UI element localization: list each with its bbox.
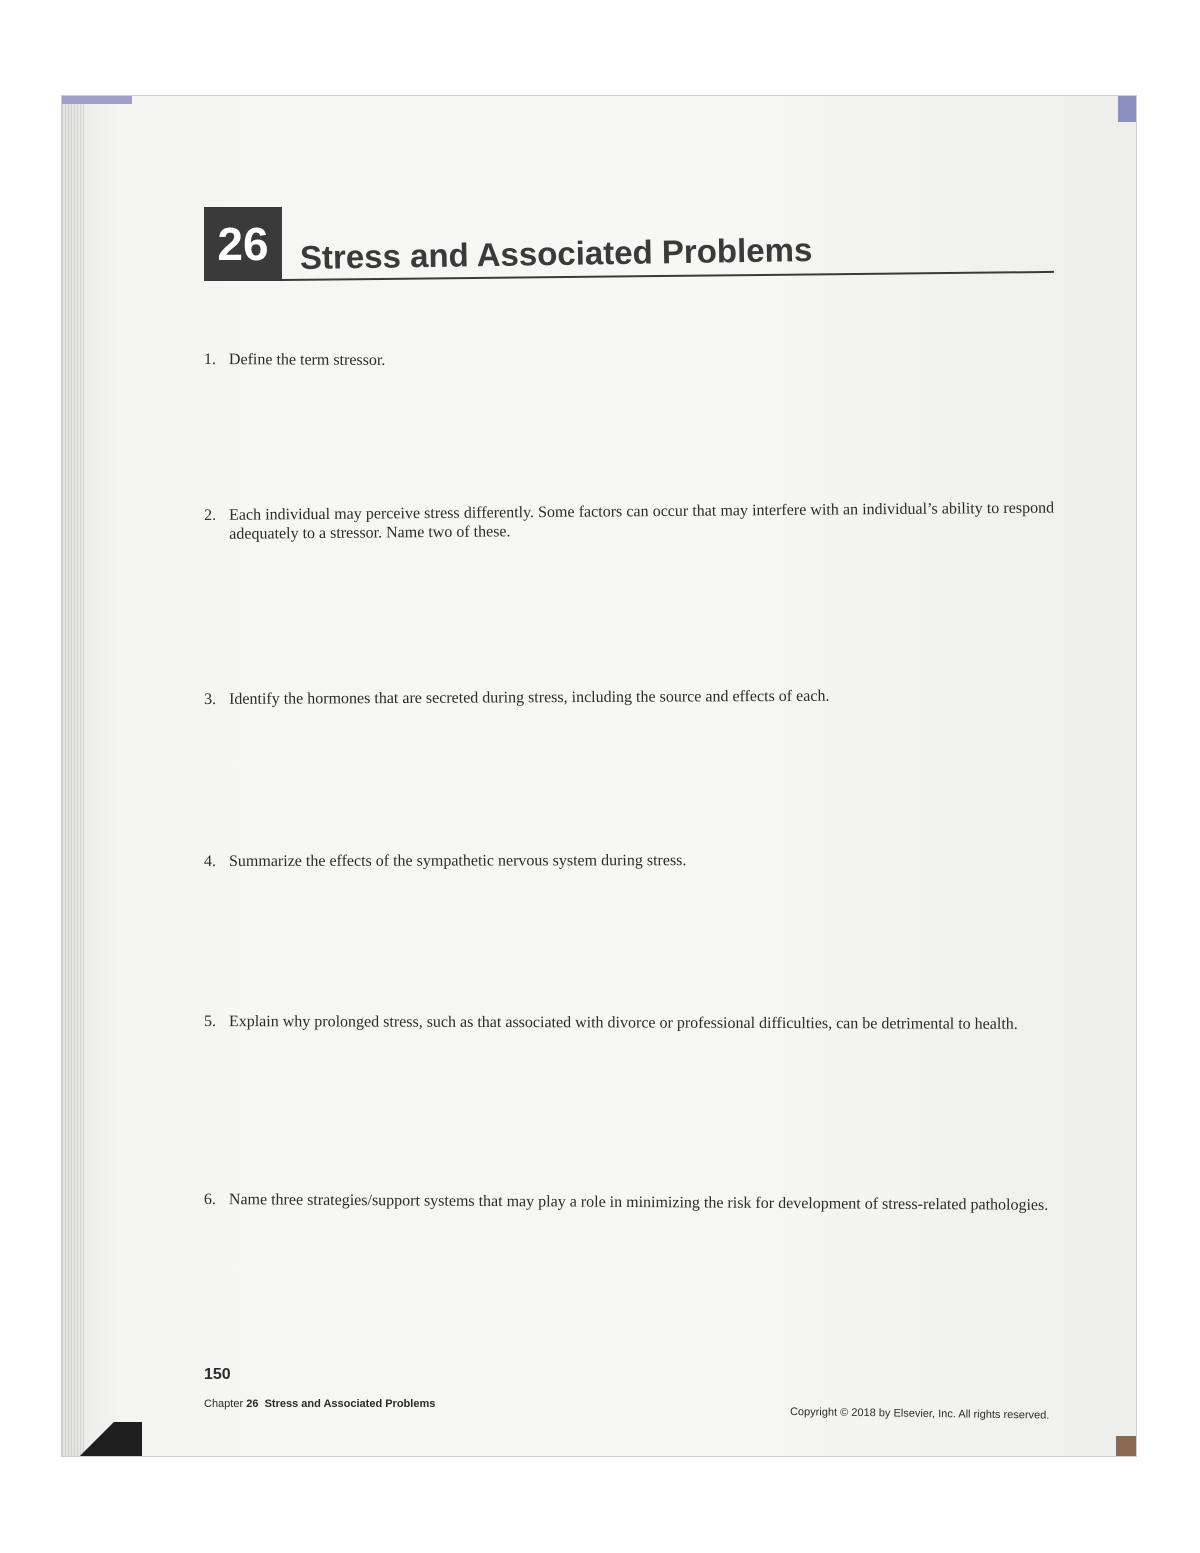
question-number: 6.	[203, 1191, 216, 1209]
question-number: 3.	[204, 690, 217, 708]
question-text: Summarize the effects of the sympathetic nervous system during stress.	[229, 852, 687, 870]
question-item	[204, 499, 1054, 544]
question-number: 2.	[204, 506, 217, 524]
page-stack-edge	[62, 96, 84, 1456]
question-text: Identify the hormones that are secreted during stress, including the source and effects of each.	[229, 687, 830, 708]
question-number: 4.	[204, 852, 217, 870]
footer-chapter-line	[204, 1398, 435, 1410]
question-text: Each individual may perceive stress differently. Some factors can occur that may interfere with an individual’s ability to respond adequately to a stressor. Name two of these.	[229, 499, 1055, 543]
background-corner	[1116, 1436, 1136, 1456]
footer-copyright: Copyright © 2018 by Elsevier, Inc. All rights reserved.	[789, 1406, 1050, 1422]
chapter-title: Stress and Associated Problems	[299, 230, 813, 276]
footer-chapter-prefix: Chapter	[204, 1398, 244, 1410]
question-item	[204, 1012, 1054, 1034]
question-text: Explain why prolonged stress, such as that associated with divorce or professional difficulties, can be detrimental to health.	[228, 1013, 1018, 1033]
question-text: Define the term stressor.	[228, 351, 386, 369]
footer-chapter-number: 26	[246, 1398, 259, 1410]
question-item	[204, 851, 1054, 871]
background-corner	[62, 96, 132, 104]
question-number: 5.	[203, 1013, 216, 1031]
question-number: 1.	[203, 351, 216, 369]
workbook-page	[62, 96, 1136, 1456]
page-number: 150	[204, 1366, 231, 1383]
chapter-header	[204, 207, 1054, 287]
question-text: Name three strategies/support systems that may play a role in minimizing the risk for development of stress-related pathologies.	[228, 1191, 1049, 1214]
footer-chapter-title: Stress and Associated Problems	[264, 1398, 436, 1410]
background-corner	[1118, 96, 1136, 122]
background-corner	[62, 1422, 142, 1456]
chapter-number-badge: 26	[204, 207, 282, 281]
